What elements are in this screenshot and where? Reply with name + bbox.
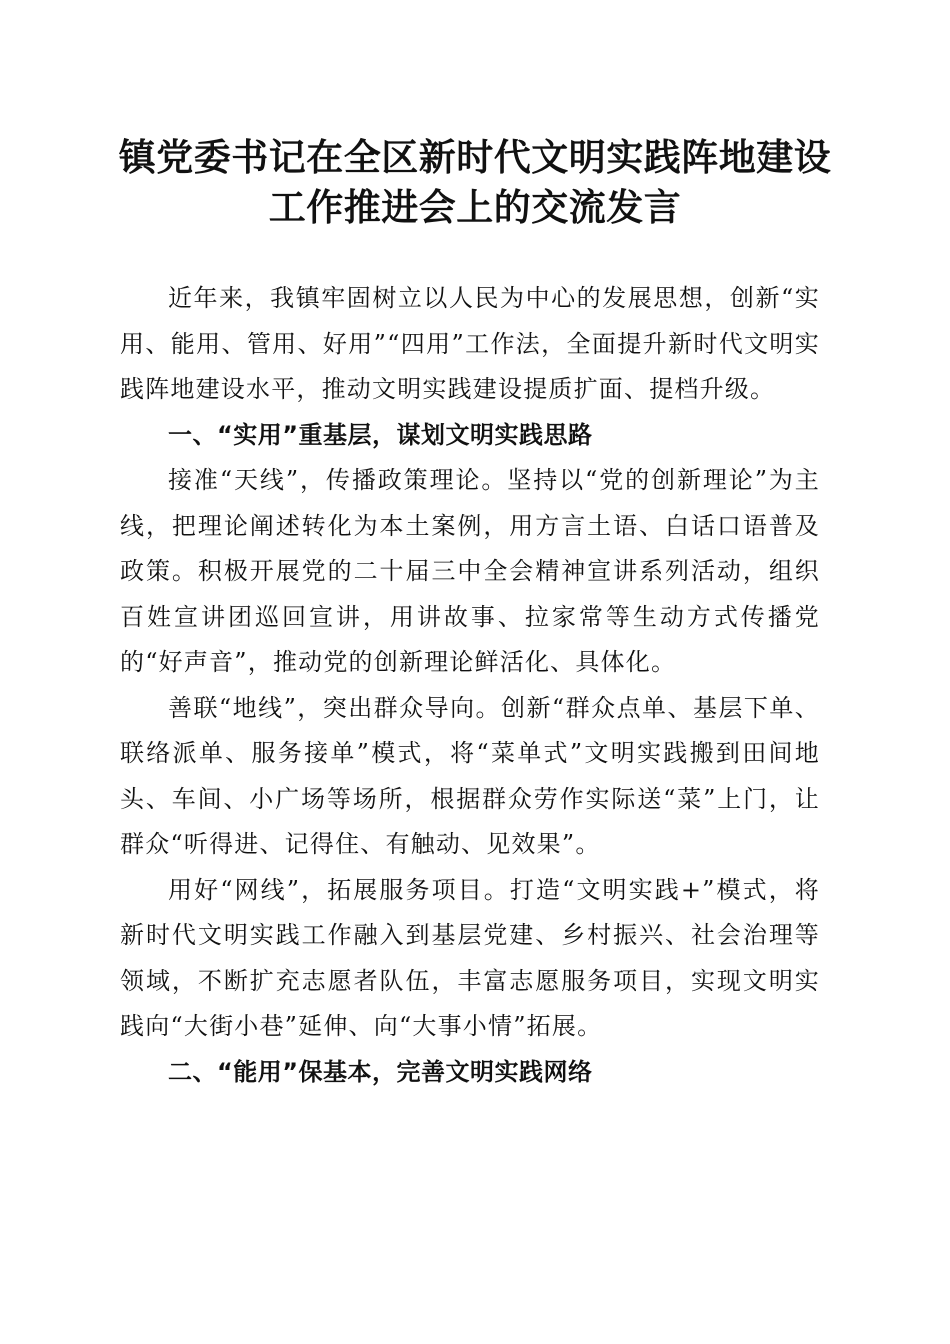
section-1-paragraph-1: 接准“天线”，传播政策理论。坚持以“党的创新理论”为主线，把理论阐述转化为本土案例，用方言土语、白话口语普及政策。积极开展党的二十届三中全会精神宣讲系列活动，组织百姓宣讲团巡回宣讲，用讲故事、拉家常等生动方式传播党的“好声音”，推动党的创新理论鲜活化、具体化。 [120, 466, 820, 676]
section-1-paragraph-2: 善联“地线”，突出群众导向。创新“群众点单、基层下单、联络派单、服务接单”模式，将“菜单式”文明实践搬到田间地头、车间、小广场等场所，根据群众劳作实际送“菜”上门，让群众“听得进、记得住、有触动、见效果”。 [120, 693, 820, 858]
section-1-heading: 一、“实用”重基层，谋划文明实践思路 [168, 420, 593, 449]
document-body [120, 276, 820, 1095]
section-2-heading: 二、“能用”保基本，完善文明实践网络 [168, 1057, 593, 1086]
section-1-paragraph-3: 用好“网线”，拓展服务项目。打造“文明实践+”模式，将新时代文明实践工作融入到基层党建、乡村振兴、社会治理等领域，不断扩充志愿者队伍，丰富志愿服务项目，实现文明实践向“大街小巷”延伸、向“大事小情”拓展。 [120, 875, 820, 1040]
document-title: 镇党委书记在全区新时代文明实践阵地建设工作推进会上的交流发言 [118, 135, 832, 229]
intro-paragraph: 近年来，我镇牢固树立以人民为中心的发展思想，创新“实用、能用、管用、好用”“四用”工作法，全面提升新时代文明实践阵地建设水平，推动文明实践建设提质扩面、提档升级。 [120, 284, 820, 403]
